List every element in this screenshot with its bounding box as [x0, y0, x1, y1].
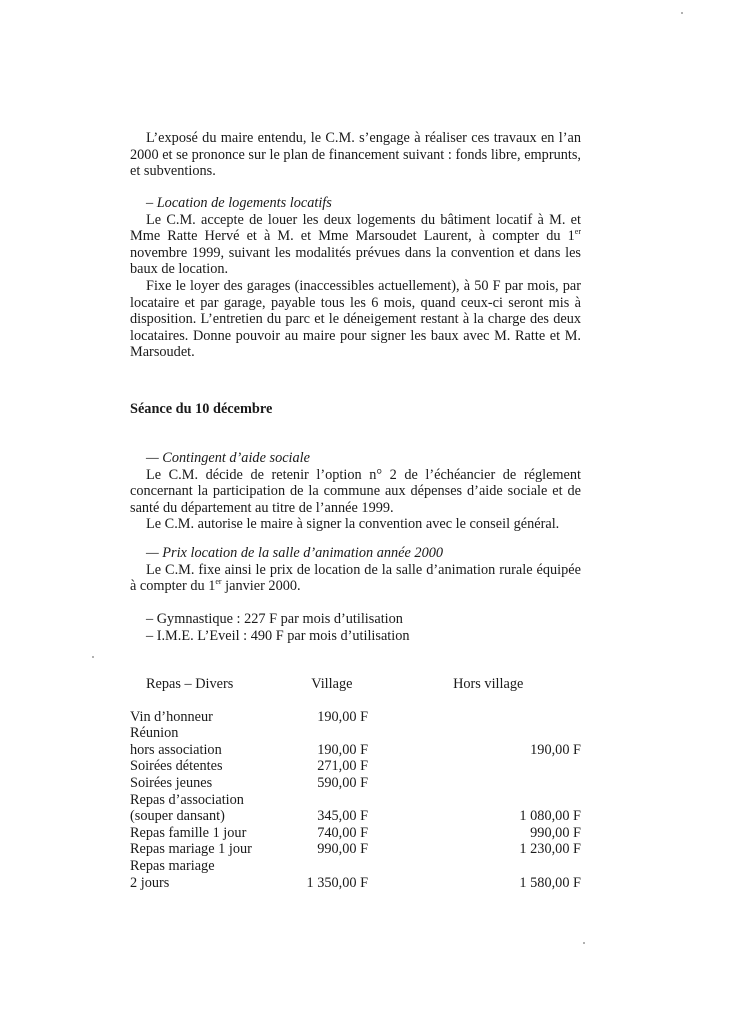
table-header-hors-village: Hors village: [453, 676, 524, 692]
location-paragraph-1-text-b: novembre 1999, suivant les modalités prévues dans la convention et dans les baux de location.: [130, 244, 581, 278]
table-cell-label: hors association: [130, 741, 222, 758]
scan-speck: [681, 12, 683, 14]
prix-paragraph-text-a: Le C.M. fixe ainsi le prix de location de la salle d’animation rurale équipée à compter du 1: [130, 561, 581, 595]
table-row: [130, 709, 581, 726]
table-cell-village: 1 350,00 F: [306, 874, 369, 891]
ordinal-superscript: er: [574, 227, 581, 237]
intro-paragraph: L’exposé du maire entendu, le C.M. s’engage à réaliser ces travaux en l’an 2000 et se prononce sur le plan de financement suivant : fonds libre, emprunts, et subventions.: [130, 130, 581, 180]
table-header-row: [130, 676, 581, 693]
table-row: [130, 808, 581, 825]
table-row: [130, 875, 581, 892]
location-paragraph-2: Fixe le loyer des garages (inaccessibles actuellement), à 50 F par mois, par locataire et par garage, payable tous les 6 mois, quand ceux-ci seront mis à disposition. L’entretien du parc et le déneigement restant à la charge des deux locataires. Donne pouvoir au maire pour signer les baux avec M. Ratte et M. Marsoudet.: [130, 277, 581, 361]
table-spacer: [130, 693, 581, 709]
table-cell-label: Vin d’honneur: [130, 708, 213, 725]
list-item: – I.M.E. L’Eveil : 490 F par mois d’utilisation: [146, 627, 410, 644]
table-cell-village: 990,00 F: [317, 841, 369, 858]
scan-speck: [583, 942, 585, 944]
prix-paragraph: [130, 562, 581, 595]
table-cell-village: 590,00 F: [317, 774, 369, 791]
table-cell-village: 271,00 F: [317, 758, 369, 775]
table-cell-label: Repas d’association: [130, 791, 244, 808]
scan-speck: [92, 656, 94, 658]
table-cell-label: Repas mariage 1 jour: [130, 841, 252, 858]
table-cell-label: Repas mariage: [130, 857, 215, 874]
contingent-section: [130, 450, 581, 533]
prix-list: [130, 611, 581, 644]
prix-heading: — Prix location de la salle d’animation année 2000: [146, 545, 444, 561]
price-table: [130, 676, 581, 891]
table-cell-village: 190,00 F: [317, 741, 369, 758]
table-cell-hors-village: [380, 725, 581, 742]
table-cell-label: Soirées jeunes: [130, 774, 213, 791]
location-section: [130, 195, 581, 361]
ordinal-superscript: er: [215, 577, 222, 587]
table-row: [130, 792, 581, 809]
table-cell-hors-village: [380, 792, 581, 809]
table-cell-hors-village: 1 230,00 F: [519, 841, 581, 858]
table-cell-hors-village: 1 080,00 F: [519, 808, 581, 825]
location-heading: – Location de logements locatifs: [146, 195, 332, 211]
prix-section: [130, 545, 581, 595]
table-cell-village: 190,00 F: [317, 708, 369, 725]
table-cell-hors-village: 1 580,00 F: [519, 874, 581, 891]
table-cell-hors-village: 990,00 F: [530, 824, 581, 841]
table-cell-village: [298, 725, 380, 742]
table-header-category: Repas – Divers: [146, 676, 234, 692]
table-cell-hors-village: [380, 709, 581, 726]
contingent-paragraph-1: Le C.M. décide de retenir l’option n° 2 de l’échéancier de réglement concernant la participation de la commune aux dépenses d’aide sociale et de santé du département au titre de l’année 1999.: [130, 466, 581, 516]
contingent-paragraph-2: Le C.M. autorise le maire à signer la convention avec le conseil général.: [146, 516, 560, 533]
table-row: [130, 841, 581, 858]
table-header-village: Village: [311, 676, 353, 692]
prix-paragraph-text-b: janvier 2000.: [221, 578, 301, 595]
table-cell-hors-village: [380, 758, 581, 775]
table-row: [130, 858, 581, 875]
table-cell-label: Repas famille 1 jour: [130, 824, 247, 841]
table-cell-label: Réunion: [130, 725, 179, 742]
table-cell-label: 2 jours: [130, 874, 170, 891]
table-cell-village: [298, 858, 380, 875]
location-paragraph-1-text-a: Le C.M. accepte de louer les deux logements du bâtiment locatif à M. et Mme Ratte Hervé et à M. et Mme Marsoudet Laurent, à compter du 1: [130, 211, 581, 245]
table-row: [130, 775, 581, 792]
table-row: [130, 758, 581, 775]
table-cell-village: 345,00 F: [317, 808, 369, 825]
table-cell-village: 740,00 F: [317, 824, 369, 841]
table-row: [130, 725, 581, 742]
seance-title: Séance du 10 décembre: [130, 401, 273, 417]
seance-section: [130, 401, 581, 418]
list-item: – Gymnastique : 227 F par mois d’utilisation: [146, 611, 403, 627]
table-cell-village: [298, 792, 380, 809]
table-row: [130, 825, 581, 842]
table-row: [130, 742, 581, 759]
table-cell-hors-village: 190,00 F: [530, 741, 581, 758]
table-cell-hors-village: [380, 858, 581, 875]
contingent-heading: — Contingent d’aide sociale: [146, 450, 310, 466]
table-cell-label: (souper dansant): [130, 808, 225, 825]
table-cell-label: Soirées détentes: [130, 758, 223, 775]
location-paragraph-1: [130, 212, 581, 278]
intro-section: [130, 130, 581, 180]
table-cell-hors-village: [380, 775, 581, 792]
